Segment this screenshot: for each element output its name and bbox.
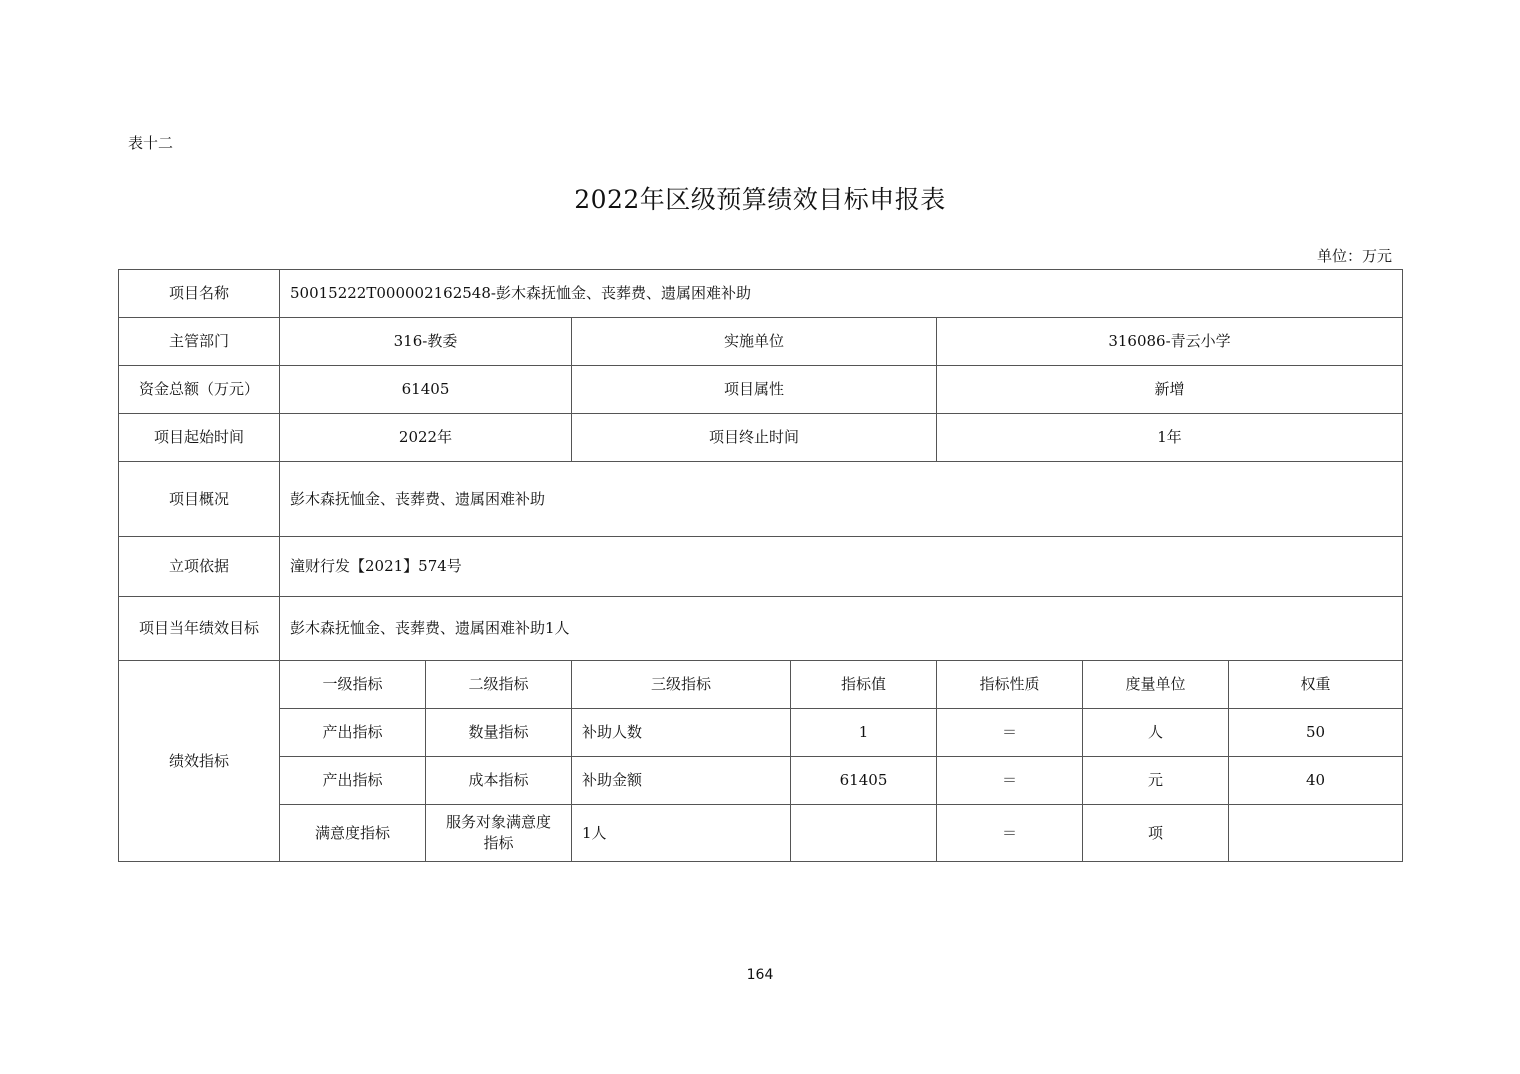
indicator-cell: 1 (791, 709, 937, 757)
row-funds (119, 366, 1403, 414)
indicator-header-row (119, 661, 1403, 709)
project-attribute-value: 新增 (937, 366, 1403, 414)
row-time (119, 414, 1403, 462)
row-department (119, 318, 1403, 366)
indicator-cell: 数量指标 (426, 709, 572, 757)
end-time-value: 1年 (937, 414, 1403, 462)
annual-goal-label: 项目当年绩效目标 (119, 597, 280, 661)
project-attribute-label: 项目属性 (572, 366, 937, 414)
page-title: 2022年区级预算绩效目标申报表 (574, 185, 946, 214)
page-number: 164 (746, 967, 774, 983)
indicator-row (119, 709, 1403, 757)
indicator-cell: 项 (1083, 805, 1229, 862)
indicator-cell: 补助人数 (572, 709, 791, 757)
indicator-cell: 50 (1229, 709, 1403, 757)
annual-goal-value: 彭木森抚恤金、丧葬费、遗属困难补助1人 (280, 597, 1403, 661)
indicator-header: 权重 (1229, 661, 1403, 709)
department-label: 主管部门 (119, 318, 280, 366)
indicator-row (119, 805, 1403, 862)
total-funds-value: 61405 (280, 366, 572, 414)
indicator-cell: 成本指标 (426, 757, 572, 805)
indicator-cell: ＝ (937, 709, 1083, 757)
indicator-header: 三级指标 (572, 661, 791, 709)
budget-performance-form (118, 269, 1403, 862)
row-project-name (119, 270, 1403, 318)
indicator-header: 度量单位 (1083, 661, 1229, 709)
indicator-cell: 人 (1083, 709, 1229, 757)
implementing-unit-value: 316086-青云小学 (937, 318, 1403, 366)
basis-value: 潼财行发【2021】574号 (280, 537, 1403, 597)
indicator-cell: 满意度指标 (280, 805, 426, 862)
start-time-label: 项目起始时间 (119, 414, 280, 462)
start-time-value: 2022年 (280, 414, 572, 462)
row-annual-goal (119, 597, 1403, 661)
indicator-cell: 61405 (791, 757, 937, 805)
indicators-label: 绩效指标 (119, 661, 280, 862)
indicator-header: 二级指标 (426, 661, 572, 709)
project-name-value: 50015222T000002162548-彭木森抚恤金、丧葬费、遗属困难补助 (280, 270, 1403, 318)
indicator-row (119, 757, 1403, 805)
end-time-label: 项目终止时间 (572, 414, 937, 462)
indicator-cell: 40 (1229, 757, 1403, 805)
indicator-cell (791, 805, 937, 862)
indicator-cell: 产出指标 (280, 757, 426, 805)
indicator-cell (1229, 805, 1403, 862)
indicator-cell: ＝ (937, 805, 1083, 862)
indicator-header: 一级指标 (280, 661, 426, 709)
total-funds-label: 资金总额（万元） (119, 366, 280, 414)
indicator-cell: 补助金额 (572, 757, 791, 805)
row-overview (119, 462, 1403, 537)
indicator-cell: 1人 (572, 805, 791, 862)
project-name-label: 项目名称 (119, 270, 280, 318)
indicator-header: 指标性质 (937, 661, 1083, 709)
table-label: 表十二 (128, 134, 174, 152)
unit-label: 单位：万元 (1316, 247, 1392, 265)
indicator-cell: 产出指标 (280, 709, 426, 757)
implementing-unit-label: 实施单位 (572, 318, 937, 366)
indicator-cell: ＝ (937, 757, 1083, 805)
indicator-cell: 服务对象满意度指标 (426, 805, 572, 862)
row-basis (119, 537, 1403, 597)
department-value: 316-教委 (280, 318, 572, 366)
overview-value: 彭木森抚恤金、丧葬费、遗属困难补助 (280, 462, 1403, 537)
indicator-cell: 元 (1083, 757, 1229, 805)
indicator-header: 指标值 (791, 661, 937, 709)
basis-label: 立项依据 (119, 537, 280, 597)
overview-label: 项目概况 (119, 462, 280, 537)
